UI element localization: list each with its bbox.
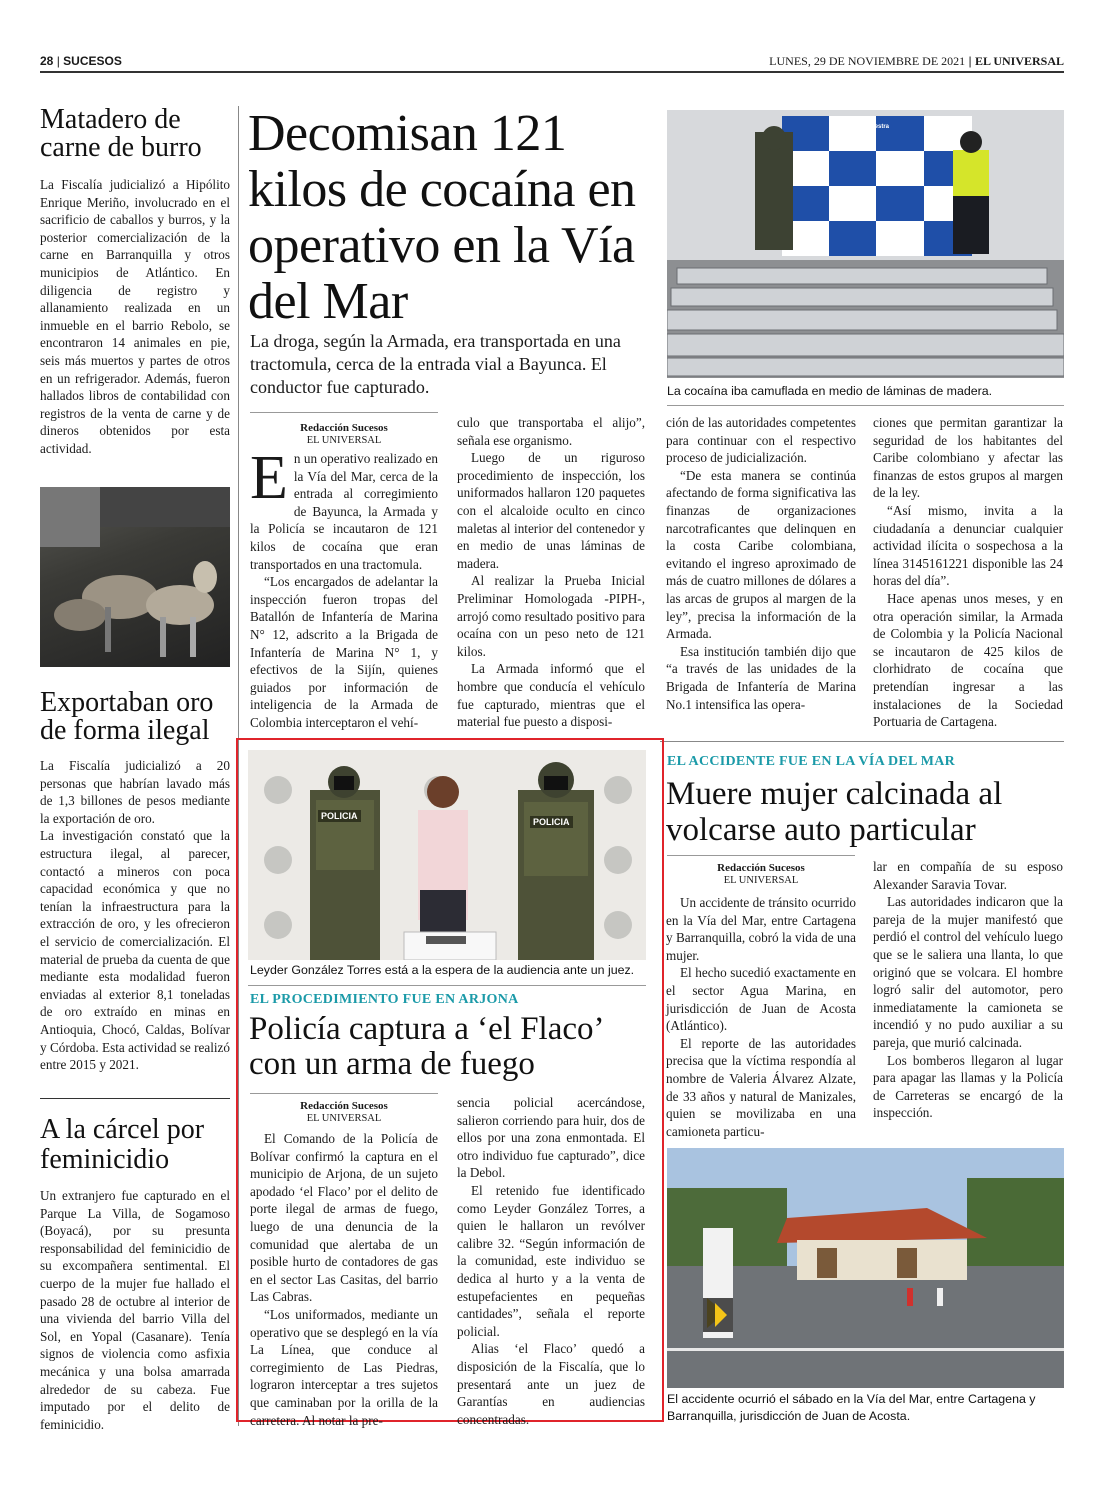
issue-date: LUNES, 29 DE NOVIEMBRE DE 2021: [769, 54, 966, 68]
donkeys-photo: [40, 487, 230, 667]
arrest-photo: [248, 750, 646, 960]
vest-label: POLICIA: [530, 816, 573, 828]
accident-byline: [667, 862, 855, 887]
accident-site-photo: [667, 1148, 1064, 1388]
flaco-kicker: EL PROCEDIMIENTO FUE EN ARJONA: [250, 992, 519, 1007]
accident-kicker: EL ACCIDENTE FUE EN LA VÍA DEL MAR: [667, 754, 956, 769]
brief-body: La Fiscalía judicializó a Hipólito Enrique Meriño, involucrado en el sacrificio de caballos y burros, y la posterior comercialización de la carne en Barranquilla y otros municipios de Atlántico. En diligencia de registro y allanamiento realizada en un inmueble en el barrio Rebolo, se encontraron 14 animales en pie, seis más muertos y partes de otros en un refrigerador. Además, fueron hallados libros de contabilidad con registros de la venta de carne y de dineros obtenidos por esta actividad.: [40, 177, 230, 456]
brief-body: La Fiscalía judicializó a 20 personas que habrían lavado más de 1,3 billones de pesos mediante la exportación de oro. La investigación constató que la estructura ilegal, al parecer, contactó a mineros con poca capacidad económica y que no tenían la infraestructura para la extracción de oro, y les ofrecieron el servicio de comercialización. El material de prueba da cuenta de que mediante esta modalidad fueron enviadas al exterior 8,1 toneladas de oro extraído en minas en Antioquia, Chocó, Caldas, Bolívar y Córdoba. Esta actividad se realizó entre 2015 y 2021.: [40, 758, 230, 1073]
brief-title: Exportaban oro de forma ilegal: [40, 687, 214, 746]
page-header: 28 | SUCESOS LUNES, 29 DE NOVIEMBRE DE 2021 | EL UNIVERSAL: [40, 54, 1064, 68]
accident-column-1: Un accidente de tránsito ocurrido en la Vía del Mar, entre Cartagena y Barranquilla, cobró la vida de una mujer. El hecho sucedió exactamente en el sector Agua Marina, en jurisdicción de Juan de Acosta (Atlántico). El reporte de las autoridades precisa que la víctima respondía al nombre de Valeria Álvarez Alzate, de 33 años y natural de Manizales, quien se movilizaba en una camioneta particu-: [666, 895, 856, 1139]
brief-illegal-gold: [40, 689, 230, 1074]
brief-title: A la cárcel por feminicidio: [40, 1114, 205, 1175]
banner-text: bandera: [831, 132, 874, 144]
header-rule: [40, 71, 1064, 73]
main-column-3: ción de las autoridades competentes para continuar con el respectivo proceso de judicialización. “De esta manera se continúa afectando de forma significativa las finanzas de organizaciones narcotraficantes que delinquen en la costa Caribe colombiana, evitando el ingreso aproximado de más de cuatro millones de dólares a las arcas de grupos al margen de la ley”, precisa la información de la Armada. Esa institución también dijo que “a través de las unidades de la Brigada de Infantería de Marina No.1 intensifica las opera-: [666, 415, 856, 712]
main-column-4: ciones que permitan garantizar la seguridad de los habitantes del Caribe colombiano y afectar las finanzas de estos grupos al margen de la ley. “Así mismo, invita a la ciudadanía a denunciar cualquier actividad ilícita o sospechosa a la línea 3145161221 disponible las 24 horas del día”. Hace apenas unos meses, y en otra operación similar, la Armada de Colombia y la Policía Nacional se incautaron de 425 kilos de clorhidrato de cocaína que pretendían ingresar a las instalaciones de la Sociedad Portuaria de Cartagena.: [873, 415, 1063, 730]
byline-org: EL UNIVERSAL: [306, 1113, 382, 1124]
byline-rule: [250, 412, 438, 413]
flaco-column-1: El Comando de la Policía de Bolívar confirmó la captura en el municipio de Arjona, de un sujeto apodado ‘el Flaco’ por el delito de porte ilegal de armas de fuego, luego de una denuncia de la comunidad que alertaba de un posible hurto de contadores de gas en el sector Las Casitas, del barrio Las Cabras. “Los uniformados, mediante un operativo que se desplegó en la vía La Línea, que conduce al corregimiento de Las Piedras, lograron interceptar a tres sujetos que caminaban por la orilla de la carretera. Al notar la pre-: [250, 1131, 438, 1428]
byline-name: Redacción Sucesos: [717, 862, 805, 874]
accident-column-2: lar en compañía de su esposo Alexander Saravia Tovar. Las autoridades indicaron que la pareja de la mujer manifestó que perdió el control del vehículo luego que se le saliera una llanta, lo que originó que se volcara. El hombre logró salir del automotor, pero inmediatamente la camioneta se incendió y no pudo auxiliar a su pareja, que murió calcinada. Los bomberos llegaron al lugar para apagar las llamas y la Policía de Carreteras se encargó de la inspección.: [873, 859, 1063, 1121]
section-name: SUCESOS: [63, 54, 122, 68]
arrest-photo-caption: Leyder González Torres está a la espera de la audiencia ante un juez.: [250, 963, 635, 977]
caption-rule: [248, 985, 646, 986]
main-column-1: E n un operativo realizado en la Vía del Mar, cerca de la entrada al corregimiento de Bayunca, la Armada y la Policía se incautaron de 121 kilos de cocaína que eran transportados en una tractomula. “Los encargados de adelantar la inspección fueron tropas del Batallón de Infantería de Marina N° 12, adscrito a la Brigada de Infantería de Marina N° 1, y efectivos de la Sijín, quienes guiados por información de inteligencia de la Armada de Colombia interceptaron el vehí-: [250, 444, 438, 730]
page-number: 28: [40, 54, 54, 68]
flaco-headline: Policía captura a ‘el Flaco’ con un arma de fuego: [249, 1011, 603, 1082]
photo-caption-rule: [667, 405, 1064, 406]
byline-org: EL UNIVERSAL: [723, 875, 799, 886]
brief-divider: [40, 1098, 230, 1099]
byline-rule: [667, 855, 855, 856]
accident-headline: Muere mujer calcinada al volcarse auto particular: [666, 776, 1003, 848]
dropcap: E: [250, 444, 288, 512]
banner-text: Protegemos nuestra: [831, 124, 890, 130]
brief-femicide: [40, 1115, 230, 1433]
main-column-2: culo que transportaba el alijo”, señala ese organismo. Luego de un riguroso procedimiento de inspección, los uniformados hallaron 120 paquetes con el alcaloide oculto en cinco maletas al interior del contenedor y en medio de unas láminas de madera. Al realizar la Prueba Inicial Preliminar Homologada -PIPH-, arrojó como resultado positivo para ocaína con un peso neto de 121 kilos. La Armada informó que el hombre que conducía el vehículo fue capturado, mientras que el material fue puesto a disposi-: [457, 415, 645, 730]
brief-body: Un extranjero fue capturado en el Parque La Villa, de Sogamoso (Boyacá), por su presunta responsabilidad del feminicidio de su excompañera sentimental. El cuerpo de la mujer fue hallado el pasado 28 de octubre al interior de una vivienda del barrio Villa del Sol, en Yopal (Casanare). Tenía signos de violencia como asfixia mecánica y una bolsa amarrada alrededor de su cabeza. Fue imputado por el delito de feminicidio.: [40, 1188, 230, 1432]
byline-name: Redacción Sucesos: [300, 1100, 388, 1112]
brief-title: Matadero de carne de burro: [40, 104, 202, 163]
accident-photo-caption: El accidente ocurrió el sábado en la Vía del Mar, entre Cartagena y Barranquilla, jurisdicción de Juan de Acosta.: [667, 1392, 1036, 1423]
flaco-column-2: sencia policial acercándose, salieron corriendo para huir, dos de ellos por una zona enmontada. El otro individuo fue capturado”, dice la Debol. El retenido fue identificado como Leyder González Torres, a quien le hallaron un revólver calibre 32. “Según información de la comunidad, este individuo se dedica al hurto y a la venta de estupefacientes en pequeñas cantidades”, señala el reporte policial. Alias ‘el Flaco’ quedó a disposición de la Fiscalía, que lo presentará ante un juez de Garantías en audiencias concentradas.: [457, 1095, 645, 1427]
cocaine-seizure-photo: [667, 110, 1064, 378]
vest-label: POLICIA: [318, 810, 361, 822]
byline-org: EL UNIVERSAL: [306, 435, 382, 446]
newspaper-name: EL UNIVERSAL: [974, 54, 1064, 68]
cocaine-photo-caption: La cocaína iba camuflada en medio de láminas de madera.: [667, 384, 993, 398]
byline-name: Redacción Sucesos: [300, 422, 388, 434]
main-story-bottom-rule: [660, 741, 1064, 742]
main-deck: La droga, según la Armada, era transportada en una tractomula, cerca de la entrada vial a Bayunca. El conductor fue capturado.: [250, 331, 621, 397]
flaco-byline: [250, 1100, 438, 1125]
main-headline: Decomisan 121 kilos de cocaína en operativo en la Vía del Mar: [248, 105, 636, 330]
byline-rule: [250, 1093, 438, 1094]
brief-donkey-meat: [40, 106, 230, 458]
